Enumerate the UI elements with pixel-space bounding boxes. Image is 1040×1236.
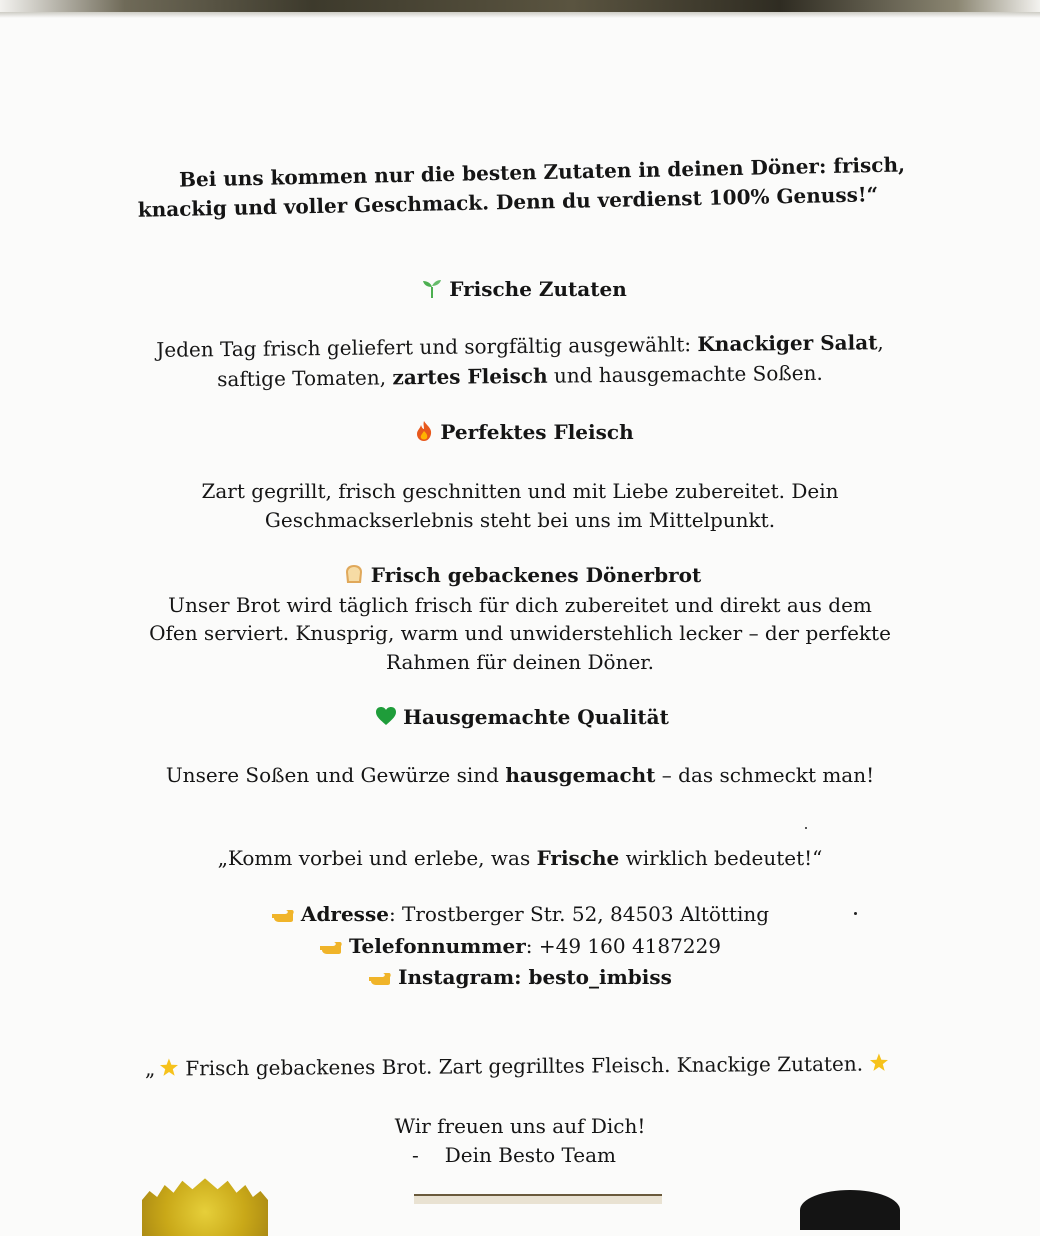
body-text: – das schmeckt man! (655, 763, 875, 787)
seedling-icon (421, 277, 443, 304)
quote-line (0, 846, 1040, 870)
contact-instagram (0, 965, 1040, 991)
fire-icon (414, 420, 434, 447)
bottom-dark-shape (800, 1190, 900, 1230)
pointing-hand-icon (368, 967, 392, 991)
section-body-line-1 (0, 329, 1040, 364)
top-photo-edge (0, 0, 1040, 12)
star-icon (159, 1057, 179, 1082)
tagline-open-quote: „ (144, 1056, 156, 1081)
quote-text: wirklich bedeutet!“ (619, 846, 823, 870)
closing-signature: Dein Besto Team (444, 1143, 616, 1167)
contact-label: Adresse (300, 902, 389, 926)
section-heading-label: Hausgemachte Qualität (403, 705, 669, 729)
body-bold-text: zartes Fleisch (392, 363, 548, 390)
intro-line-1: Bei uns kommen nur die besten Zutaten in deinen Döner: frisch, (178, 152, 906, 192)
body-text: Jeden Tag frisch geliefert und sorgfältig ausgewählt: (156, 332, 698, 362)
body-text: Unsere Soßen und Gewürze sind (165, 763, 506, 787)
paper-speck (854, 912, 857, 915)
quote-bold-text: Frische (536, 846, 620, 870)
section-body-line-1: Zart gegrillt, frisch geschnitten und mit Liebe zubereitet. Dein (201, 479, 839, 503)
closing-line-1: Wir freuen uns auf Dich! (394, 1114, 646, 1138)
body-text: und hausgemachte Soßen. (547, 360, 823, 388)
body-text: , (877, 330, 884, 355)
section-heading-label: Frisch gebackenes Dönerbrot (370, 563, 702, 587)
intro-line-2: knackig und voller Geschmack. Denn du verdienst 100% Genuss!“ (137, 182, 879, 222)
section-body-line-1: Unser Brot wird täglich frisch für dich zubereitet und direkt aus dem (168, 593, 872, 617)
section-heading-perfektes-fleisch (4, 420, 1040, 447)
contact-value: : Trostberger Str. 52, 84503 Altötting (388, 902, 770, 926)
paper-speck (805, 827, 807, 829)
contact-phone (0, 934, 1040, 960)
section-body-line-2: Geschmackserlebnis steht bei uns im Mittelpunkt. (264, 508, 776, 532)
bread-icon (343, 563, 365, 590)
section-body-line-2: Ofen serviert. Knusprig, warm und unwiderstehlich lecker – der perfekte (149, 621, 891, 645)
section-body-line-2 (0, 359, 1040, 394)
gold-seal-badge (142, 1176, 268, 1236)
pointing-hand-icon (319, 936, 343, 960)
section-heading-hausgemachte-qualitaet (2, 705, 1040, 731)
section-heading-label: Frische Zutaten (449, 277, 627, 301)
quote-text: „Komm vorbei und erlebe, was (217, 846, 537, 870)
green-heart-icon (375, 706, 397, 731)
contact-label: Telefonnummer (348, 934, 526, 958)
tagline-text: Frisch gebackenes Brot. Zart gegrilltes Fleisch. Knackige Zutaten. (185, 1051, 864, 1081)
star-icon (869, 1052, 889, 1077)
contact-address (0, 902, 1040, 928)
pointing-hand-icon (271, 904, 295, 928)
closing-dash: - (411, 1143, 419, 1167)
body-bold-text: Knackiger Salat (697, 330, 878, 357)
section-heading-doenerbrot (2, 563, 1040, 590)
section-heading-frische-zutaten (4, 277, 1040, 304)
bottom-frame-edge (414, 1194, 662, 1204)
tagline (0, 1050, 1040, 1083)
section-body-line-3: Rahmen für deinen Döner. (385, 650, 655, 674)
body-text: saftige Tomaten, (217, 365, 393, 392)
body-bold-text: hausgemacht (505, 763, 656, 787)
contact-label: Instagram: besto_imbiss (398, 965, 672, 989)
section-body-line-1 (0, 763, 1040, 787)
contact-value: : +49 160 4187229 (525, 934, 722, 958)
closing-line-2 (0, 1143, 1034, 1167)
section-heading-label: Perfektes Fleisch (440, 420, 634, 444)
